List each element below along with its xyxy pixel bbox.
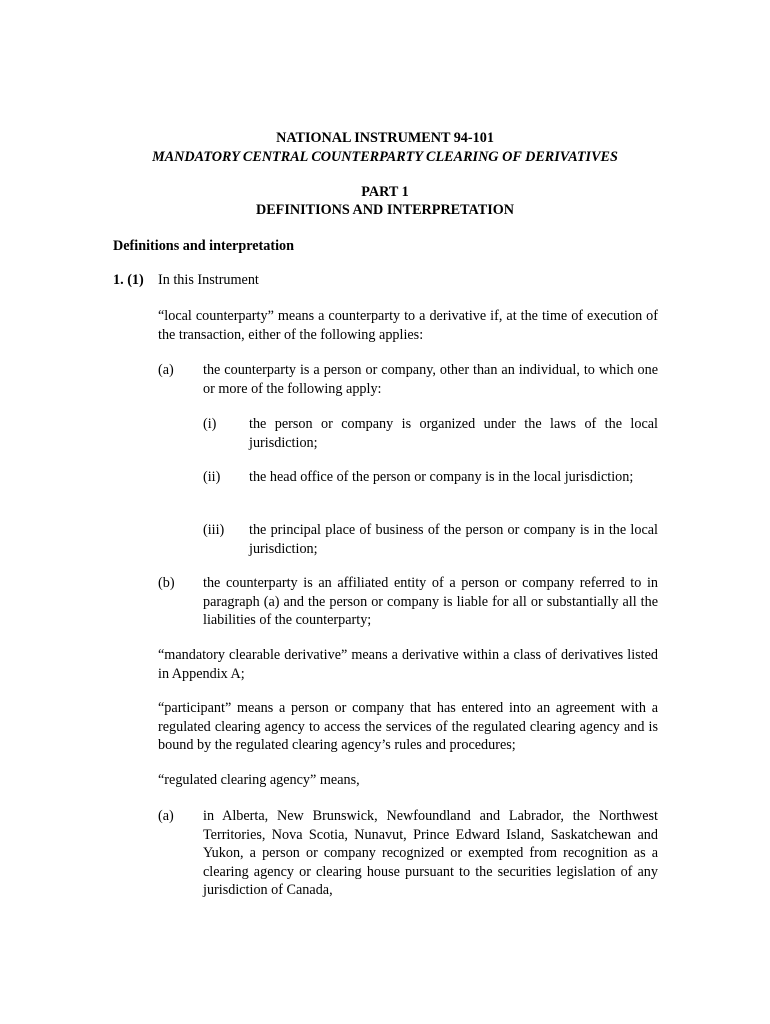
definition-participant: “participant” means a person or company that has entered into an agreement with a regulated clearing agency to access the services of the regulated clearing agency and is bound by the regulated clearing agency’s rules and procedures; bbox=[158, 700, 658, 753]
paragraph-label-b: (b) bbox=[158, 575, 175, 591]
section-intro: In this Instrument bbox=[158, 272, 259, 288]
subparagraph-i-text: the person or company is organized under the laws of the local jurisdiction; bbox=[249, 416, 658, 451]
paragraph-label-a: (a) bbox=[158, 362, 174, 378]
definition-local-counterparty: “local counterparty” means a counterparty to a derivative if, at the time of execution of the transaction, either of the following applies: bbox=[158, 308, 658, 343]
paragraph-a-text: the counterparty is a person or company, other than an individual, to which one or more of the following apply: bbox=[203, 362, 658, 397]
part-number: PART 1 bbox=[361, 184, 409, 200]
section-number: 1. (1) bbox=[113, 272, 144, 288]
instrument-subtitle: MANDATORY CENTRAL COUNTERPARTY CLEARING OF DERIVATIVES bbox=[152, 149, 618, 165]
paragraph-b-text: the counterparty is an affiliated entity of a person or company referred to in paragraph (a) and the person or company is liable for all or substantially all the liabilities of the counterparty; bbox=[203, 575, 658, 628]
rca-paragraph-label-a: (a) bbox=[158, 808, 174, 824]
subparagraph-label-i: (i) bbox=[203, 416, 217, 432]
rca-paragraph-a-text: in Alberta, New Brunswick, Newfoundland and Labrador, the Northwest Territories, Nova Scotia, Nunavut, Prince Edward Island, Saskatchewan and Yukon, a person or company recognized or exempted from recognition as a clearing agency or clearing house pursuant to the securities legislation of any jurisdiction of Canada, bbox=[203, 808, 658, 898]
part-title: DEFINITIONS AND INTERPRETATION bbox=[255, 202, 515, 218]
instrument-title: NATIONAL INSTRUMENT 94-101 bbox=[276, 130, 494, 146]
definition-regulated-clearing-agency: “regulated clearing agency” means, bbox=[158, 772, 360, 788]
subparagraph-ii-text: the head office of the person or company is in the local jurisdiction; bbox=[249, 469, 634, 485]
subparagraph-label-iii: (iii) bbox=[203, 522, 225, 538]
subparagraph-iii-text: the principal place of business of the person or company is in the local jurisdiction; bbox=[249, 522, 658, 557]
section-heading: Definitions and interpretation bbox=[113, 238, 295, 254]
definition-mandatory-clearable-derivative: “mandatory clearable derivative” means a derivative within a class of derivatives listed in Appendix A; bbox=[158, 647, 658, 682]
subparagraph-label-ii: (ii) bbox=[203, 469, 221, 485]
